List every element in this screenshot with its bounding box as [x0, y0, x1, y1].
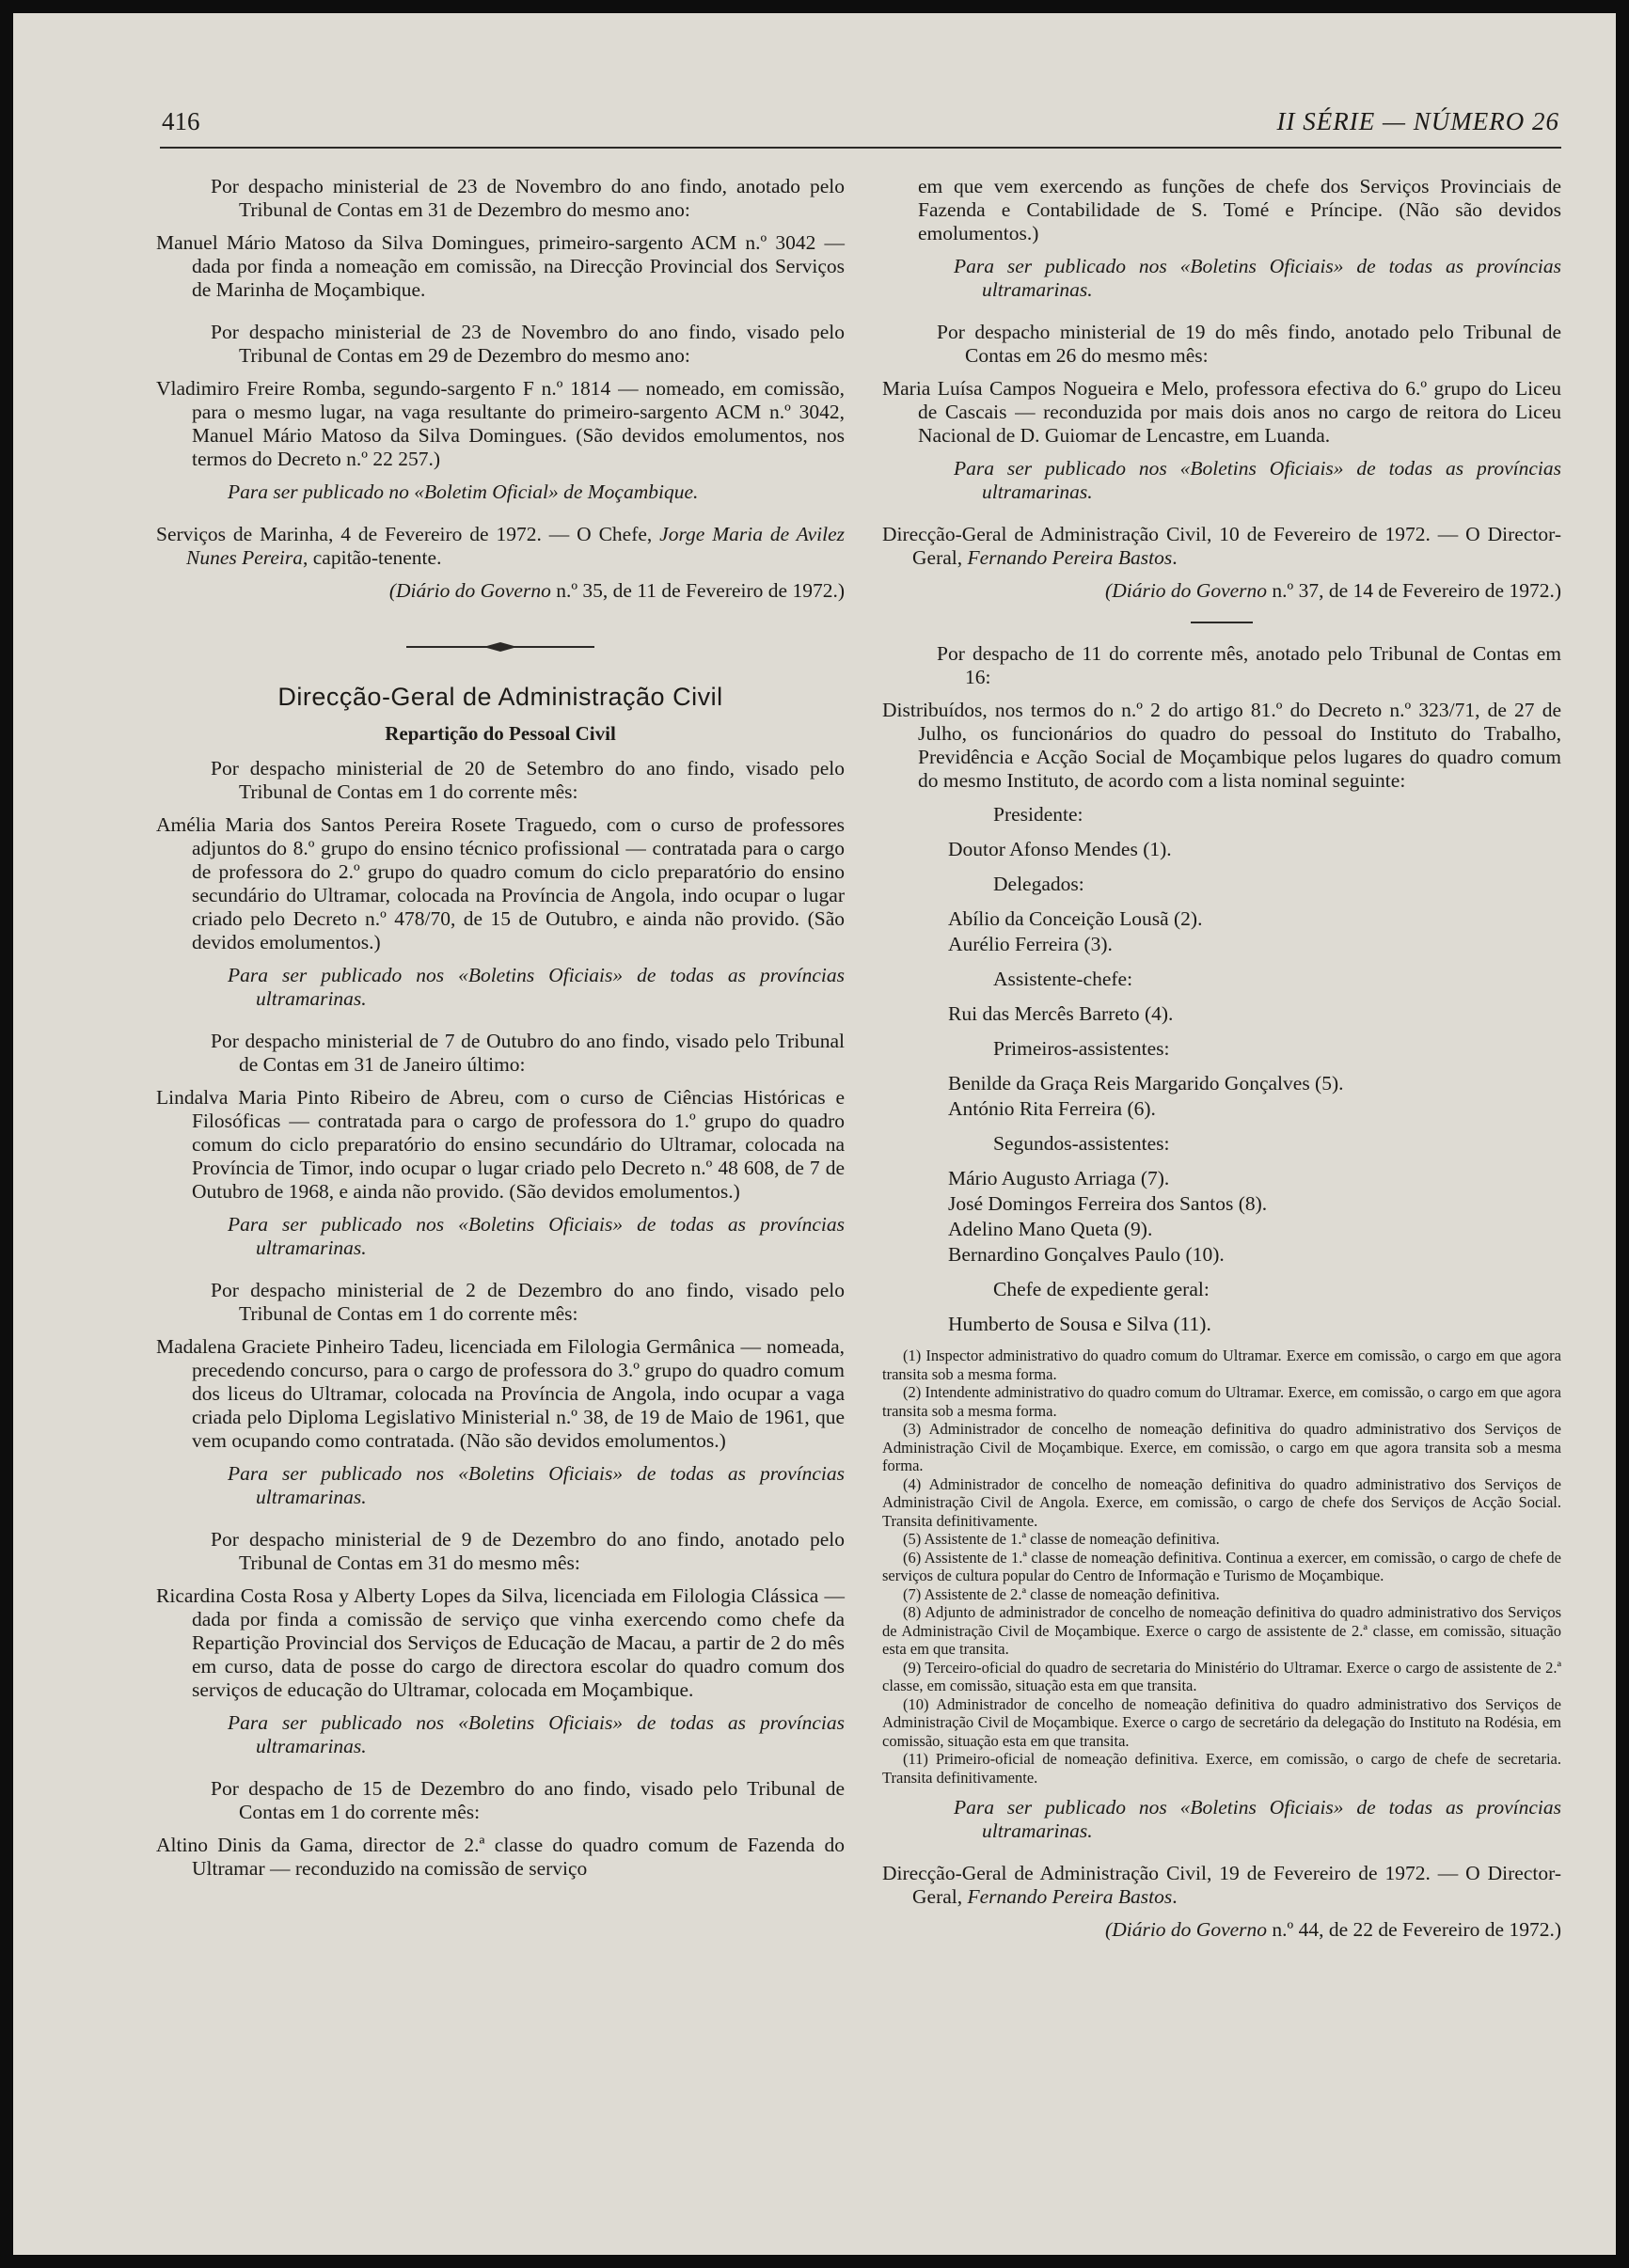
footnote: (4) Administrador de concelho de nomeação definitiva do quadro administrativo dos Serviços de Administração Civil de Angola. Exerce, em comissão, o cargo de chefe dos Serviços de Acção Social. Transita definitivamente. — [882, 1474, 1561, 1530]
staff-name: António Rita Ferreira (6). — [948, 1097, 1156, 1120]
staff-name: Rui das Mercês Barreto (4). — [948, 1002, 1174, 1025]
despacho-entry: Vladimiro Freire Romba, segundo-sargento F n.º 1814 — nomeado, em comissão, para o mesmo lugar, na vaga resultante do primeiro-sargento ACM n.º 3042, Manuel Mário Matoso da Silva Domingues. (São devidos emolumentos, nos termos do Decreto n.º 22 257.) — [156, 377, 845, 470]
right-column — [882, 175, 1561, 1942]
despacho-intro: Por despacho ministerial de 20 de Setembro do ano findo, visado pelo Tribunal de Contas em 1 do corrente mês: — [211, 757, 845, 803]
despacho-entry: Amélia Maria dos Santos Pereira Rosete Traguedo, com o curso de professores adjuntos do 8.º grupo do ensino técnico profissional — contratada para o cargo de professora do 2.º grupo do quadro comum do ciclo preparatório do ensino secundário do Ultramar, colocada na Província de Angola, indo ocupar o lugar criado pelo Decreto n.º 478/70, de 15 de Outubro, e ainda não provido. (São devidos emolumentos.) — [156, 813, 845, 953]
section-ornament — [156, 633, 845, 661]
footnote: (8) Adjunto de administrador de concelho de nomeação definitiva do quadro administrativo dos Serviços de Administração Civil de Moçambique. Exerce o cargo de assistente de 2.ª classe, em comissão, situação esta em que transita. — [882, 1603, 1561, 1658]
publication-note: Para ser publicado nos «Boletins Oficiais» de todas as províncias ultramarinas. — [954, 255, 1561, 301]
signatory-name: Fernando Pereira Bastos — [967, 546, 1173, 569]
despacho-entry: Maria Luísa Campos Nogueira e Melo, professora efectiva do 6.º grupo do Liceu de Cascais — reconduzida por mais dois anos no cargo de reitora do Liceu Nacional de D. Guiomar de Lencastre, em Luanda. — [882, 377, 1561, 447]
staff-name: Humberto de Sousa e Silva (11). — [948, 1313, 1211, 1335]
left-column — [156, 175, 845, 1881]
sign-off: Serviços de Marinha, 4 de Fevereiro de 1972. — O Chefe, Jorge Maria de Avilez Nunes Pereira, capitão-tenente. — [156, 523, 845, 569]
publication-note: Para ser publicado no «Boletim Oficial» de Moçambique. — [228, 480, 699, 503]
despacho-intro: Por despacho ministerial de 23 de Novembro do ano findo, anotado pelo Tribunal de Contas em 31 de Dezembro do mesmo ano: — [211, 175, 845, 221]
despacho-intro: Por despacho ministerial de 9 de Dezembro do ano findo, anotado pelo Tribunal de Contas em 31 do mesmo mês: — [211, 1528, 845, 1574]
footnote: (5) Assistente de 1.ª classe de nomeação definitiva. — [903, 1530, 1220, 1548]
publication-note: Para ser publicado nos «Boletins Oficiais» de todas as províncias ultramarinas. — [228, 1213, 845, 1259]
footnote: (7) Assistente de 2.ª classe de nomeação definitiva. — [903, 1584, 1220, 1603]
staff-name: Adelino Mano Queta (9). — [948, 1218, 1153, 1240]
despacho-entry: Ricardina Costa Rosa y Alberty Lopes da Silva, licenciada em Filologia Clássica — dada por finda a comissão de serviço que vinha exercendo como chefe da Repartição Provincial dos Serviços de Educação de Macau, a partir de 2 do mês em curso, data de posse do cargo de directora escolar do quadro comum dos serviços de educação do Ultramar, colocada em Moçambique. — [156, 1584, 845, 1701]
section-subtitle: Repartição do Pessoal Civil — [385, 722, 616, 745]
publication-note: Para ser publicado nos «Boletins Oficiais» de todas as províncias ultramarinas. — [228, 1462, 845, 1508]
footnote: (3) Administrador de concelho de nomeação definitiva do quadro administrativo dos Serviços de Administração Civil de Moçambique. Exerce, em comissão, o cargo em que agora transita sob a mesma forma. — [882, 1420, 1561, 1474]
footnote: (2) Intendente administrativo do quadro comum do Ultramar. Exerce, em comissão, o cargo em que agora transita sob a mesma forma. — [882, 1383, 1561, 1420]
despacho-intro: Por despacho ministerial de 19 do mês findo, anotado pelo Tribunal de Contas em 26 do mesmo mês: — [937, 321, 1561, 367]
continued-entry: em que vem exercendo as funções de chefe dos Serviços Provinciais de Fazenda e Contabilidade de S. Tomé e Príncipe. (Não são devidos emolumentos.) — [918, 175, 1561, 244]
staff-name: Doutor Afonso Mendes (1). — [948, 838, 1172, 860]
footnote: (6) Assistente de 1.ª classe de nomeação definitiva. Continua a exercer, em comissão, o cargo de chefe de serviços de cultura popular do Centro de Informação e Turismo de Moçambique. — [882, 1548, 1561, 1584]
role-heading: Segundos-assistentes: — [993, 1132, 1170, 1155]
footnote: (9) Terceiro-oficial do quadro de secretaria do Ministério do Ultramar. Exerce o cargo de assistente de 2.ª classe, em comissão, situação esta em que transita. — [882, 1658, 1561, 1694]
role-heading: Assistente-chefe: — [993, 968, 1133, 990]
publication-note: Para ser publicado nos «Boletins Oficiais» de todas as províncias ultramarinas. — [228, 1711, 845, 1757]
staff-name: Abílio da Conceição Lousã (2). — [948, 907, 1203, 930]
footnotes — [882, 1347, 1561, 1787]
series-title: II SÉRIE — NÚMERO 26 — [1276, 107, 1559, 135]
publication-note: Para ser publicado nos «Boletins Oficiais» de todas as províncias ultramarinas. — [954, 457, 1561, 503]
staff-name: José Domingos Ferreira dos Santos (8). — [948, 1192, 1268, 1215]
staff-name: Benilde da Graça Reis Margarido Gonçalves (5). — [948, 1072, 1344, 1095]
diario-reference: (Diário do Governo n.º 37, de 14 de Fevereiro de 1972.) — [1105, 579, 1561, 602]
role-heading: Presidente: — [993, 803, 1083, 826]
staff-name: Aurélio Ferreira (3). — [948, 933, 1113, 955]
section-title: Direcção-Geral de Administração Civil — [277, 683, 723, 711]
signatory-name: Fernando Pereira Bastos — [967, 1885, 1173, 1908]
page-number: 416 — [162, 107, 200, 135]
despacho-entry: Lindalva Maria Pinto Ribeiro de Abreu, com o curso de Ciências Históricas e Filosóficas — contratada para o cargo de professora do 1.º grupo do quadro comum do ciclo preparatório do ensino secundário do Ultramar, colocada na Província de Timor, indo ocupar o lugar criado pelo Decreto n.º 48 608, de 7 de Outubro de 1968, e ainda não provido. (São devidos emolumentos.) — [156, 1086, 845, 1203]
role-heading: Delegados: — [993, 873, 1084, 895]
role-heading: Chefe de expediente geral: — [993, 1278, 1210, 1300]
publication-note: Para ser publicado nos «Boletins Oficiais» de todas as províncias ultramarinas. — [228, 964, 845, 1010]
sign-off: Direcção-Geral de Administração Civil, 19 de Fevereiro de 1972. — O Director-Geral, Fernando Pereira Bastos. — [882, 1862, 1561, 1908]
footnote: (1) Inspector administrativo do quadro comum do Ultramar. Exerce em comissão, o cargo em que agora transita sob a mesma forma. — [882, 1347, 1561, 1383]
footnote: (10) Administrador de concelho de nomeação definitiva do quadro administrativo dos Serviços de Administração Civil de Moçambique. Exerce o cargo de secretário da delegação do Instituto na Rodésia, em comissão, situação esta em que transita. — [882, 1694, 1561, 1750]
despacho-entry: Madalena Graciete Pinheiro Tadeu, licenciada em Filologia Germânica — nomeada, precedendo concurso, para o cargo de professora do 3.º grupo do quadro comum dos liceus do Ultramar, colocada na Província de Angola, indo ocupar a vaga criada pelo Diploma Legislativo Ministerial n.º 38, de 19 de Maio de 1961, que vem ocupando como contratada. (Não são devidos emolumentos.) — [156, 1335, 845, 1452]
despacho-intro: Por despacho de 11 do corrente mês, anotado pelo Tribunal de Contas em 16: — [937, 642, 1561, 688]
staff-name: Bernardino Gonçalves Paulo (10). — [948, 1243, 1225, 1266]
signatory-name: Jorge Maria de Avilez Nunes Pereira — [186, 523, 845, 569]
despacho-intro: Por despacho ministerial de 7 de Outubro do ano findo, visado pelo Tribunal de Contas em 31 de Janeiro último: — [211, 1030, 845, 1076]
header-rule — [160, 147, 1561, 149]
despacho-entry: Manuel Mário Matoso da Silva Domingues, primeiro-sargento ACM n.º 3042 — dada por finda a nomeação em comissão, na Direcção Provincial dos Serviços de Marinha de Moçambique. — [156, 231, 845, 301]
staff-name: Mário Augusto Arriaga (7). — [948, 1167, 1170, 1189]
despacho-entry: Altino Dinis da Gama, director de 2.ª classe do quadro comum de Fazenda do Ultramar — reconduzido na comissão de serviço — [156, 1834, 845, 1880]
footnote: (11) Primeiro-oficial de nomeação definitiva. Exerce, em comissão, o cargo de chefe de secretaria. Transita definitivamente. — [882, 1750, 1561, 1787]
despacho-intro: Por despacho ministerial de 2 de Dezembro do ano findo, visado pelo Tribunal de Contas em 1 do corrente mês: — [211, 1279, 845, 1325]
despacho-intro: Por despacho ministerial de 23 de Novembro do ano findo, visado pelo Tribunal de Contas em 29 de Dezembro do mesmo ano: — [211, 321, 845, 367]
publication-note: Para ser publicado nos «Boletins Oficiais» de todas as províncias ultramarinas. — [954, 1796, 1561, 1842]
despacho-entry: Distribuídos, nos termos do n.º 2 do artigo 81.º do Decreto n.º 323/71, de 27 de Julho, os funcionários do quadro do pessoal do Instituto do Trabalho, Previdência e Acção Social de Moçambique pelos lugares do quadro comum do mesmo Instituto, de acordo com a lista nominal seguinte: — [882, 699, 1561, 792]
sign-off: Direcção-Geral de Administração Civil, 10 de Fevereiro de 1972. — O Director-Geral, Fernando Pereira Bastos. — [882, 523, 1561, 569]
role-heading: Primeiros-assistentes: — [993, 1037, 1170, 1060]
diario-reference: (Diário do Governo n.º 44, de 22 de Fevereiro de 1972.) — [1105, 1918, 1561, 1941]
diario-reference: (Diário do Governo n.º 35, de 11 de Fevereiro de 1972.) — [388, 579, 845, 602]
despacho-intro: Por despacho de 15 de Dezembro do ano findo, visado pelo Tribunal de Contas em 1 do corrente mês: — [211, 1777, 845, 1823]
